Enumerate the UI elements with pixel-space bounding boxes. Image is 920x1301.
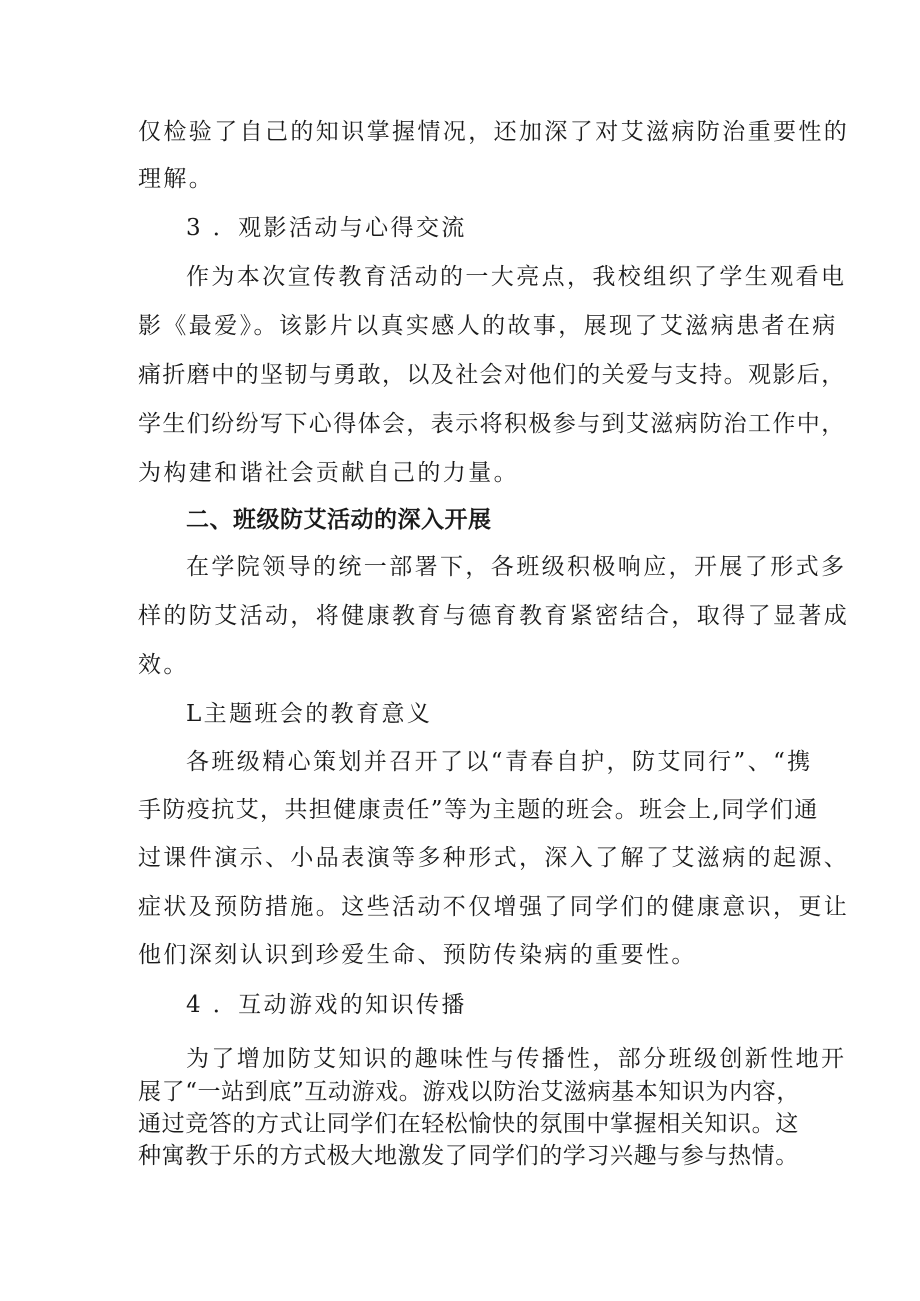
paragraph-line: 通过竞答的方式让同学们在轻松愉快的氛围中掌握相关知识。这 <box>138 1111 799 1137</box>
paragraph-line: 学生们纷纷写下心得体会，表示将积极参与到艾滋病防治工作中， <box>138 411 846 437</box>
paragraph-line: 他们深刻认识到珍爱生命、预防传染病的重要性。 <box>138 942 697 968</box>
section-subheading: L主题班会的教育意义 <box>186 701 433 727</box>
paragraph-line: 种寓教于乐的方式极大地激发了同学们的学习兴趣与参与热情。 <box>138 1143 799 1169</box>
paragraph-line: 手防疫抗艾，共担健康责任”等为主题的班会。班会上,同学们通 <box>138 797 819 823</box>
paragraph-line: 仅检验了自己的知识掌握情况，还加深了对艾滋病防治重要性的 <box>138 119 850 145</box>
paragraph-line: 展了“一站到底”互动游戏。游戏以防治艾滋病基本知识为内容， <box>138 1079 800 1105</box>
section-heading: 二、班级防艾活动的深入开展 <box>186 507 492 533</box>
paragraph-line: 症状及预防措施。这些活动不仅增强了同学们的健康意识，更让 <box>138 894 850 920</box>
paragraph-line: 过课件演示、小品表演等多种形式，深入了解了艾滋病的起源、 <box>138 845 850 871</box>
paragraph-line: 效。 <box>138 652 189 678</box>
paragraph-line: 各班级精心策划并召开了以“青春自护，防艾同行”、“携 <box>186 749 813 775</box>
paragraph-line: 作为本次宣传教育活动的一大亮点，我校组织了学生观看电 <box>186 264 847 290</box>
section-subheading: 3 ．观影活动与心得交流 <box>186 215 467 241</box>
paragraph-line: 为了增加防艾知识的趣味性与传播性，部分班级创新性地开 <box>186 1046 847 1072</box>
paragraph-line: 痛折磨中的坚韧与勇敢，以及社会对他们的关爱与支持。观影后， <box>138 362 846 388</box>
paragraph-line: 在学院领导的统一部署下，各班级积极响应，开展了形式多 <box>186 554 847 580</box>
paragraph-line: 理解。 <box>138 166 215 192</box>
section-subheading: 4 ．互动游戏的知识传播 <box>186 992 467 1018</box>
paragraph-line: 影《最爱》。该影片以真实感人的故事，展现了艾滋病患者在病 <box>138 313 838 339</box>
paragraph-line: 为构建和谐社会贡献自己的力量。 <box>138 460 519 486</box>
paragraph-line: 样的防艾活动，将健康教育与德育教育紧密结合，取得了显著成 <box>138 603 850 629</box>
